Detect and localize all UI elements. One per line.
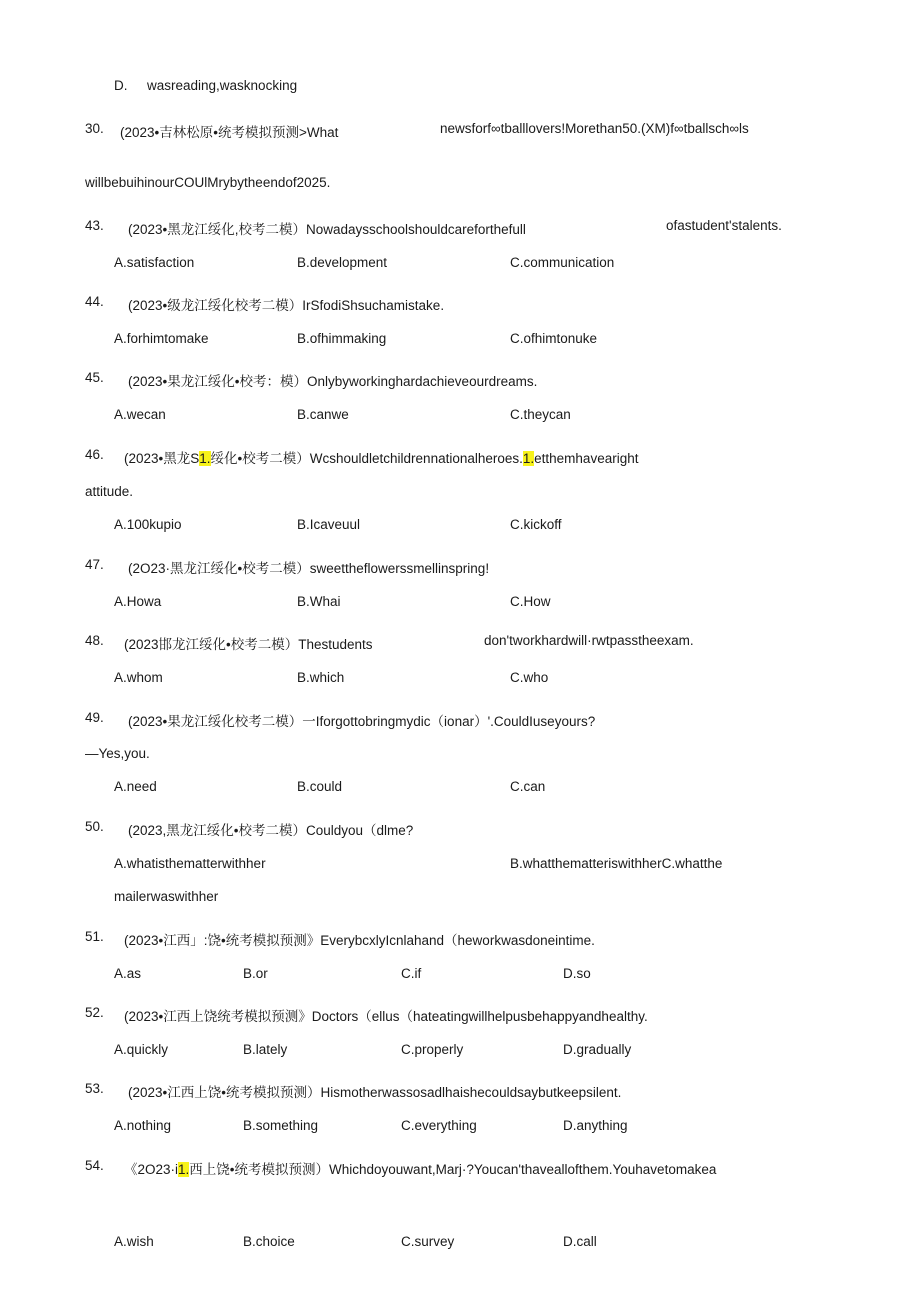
option-b: B.ofhimmaking xyxy=(297,331,387,346)
option-a: A.as xyxy=(114,966,142,981)
question-stem-line2: attitude. xyxy=(85,484,134,499)
stem-part: 绥化•校考二模）Wcshouldletchildrennationalheroes. xyxy=(210,451,523,466)
question-stem: (2023•江西上饶统考模拟预测》Doctors（ellus（hateatingwillhelpusbehappyandhealthy. xyxy=(124,1009,648,1024)
question-stem: newsforf∞tballlovers!Morethan50.(XM)f∞tballsch∞ls xyxy=(440,121,749,136)
highlight-mark: 1. xyxy=(522,451,535,466)
question-number: 51. xyxy=(85,929,104,944)
option-c: C.theycan xyxy=(510,407,571,422)
question-stem-end: ofastudent'stalents. xyxy=(666,218,782,233)
option-d-text: wasreading,wasknocking xyxy=(147,78,298,93)
question-stem-line2: —Yes,you. xyxy=(85,746,150,761)
question-number: 54. xyxy=(85,1158,104,1173)
question-stem xyxy=(124,1158,716,1178)
question-stem: (2023•黑龙江绥化,校考二模）Nowadaysschoolshouldcareforthefull xyxy=(128,222,526,237)
option-b: B.or xyxy=(243,966,268,981)
option-c: C.survey xyxy=(401,1234,455,1249)
option-a: A.Howa xyxy=(114,594,162,609)
highlight-mark: 1. xyxy=(178,1162,190,1177)
option-d: D.gradually xyxy=(563,1042,632,1057)
option-c: C.ofhimtonuke xyxy=(510,331,598,346)
question-stem: (2023•果龙江绥化校考二模）一Iforgottobringmydic（ionar）'.CouldIuseyours? xyxy=(128,714,596,729)
option-c: C.who xyxy=(510,670,549,685)
stem-part: (2023•黑龙S xyxy=(124,451,200,466)
option-a: A.wish xyxy=(114,1234,154,1249)
option-b: B.development xyxy=(297,255,388,270)
option-b: B.choice xyxy=(243,1234,295,1249)
stem-part: etthemhavearight xyxy=(534,451,639,466)
question-stem: (2O23·黑龙江绥化•校考二模）sweettheflowerssmellinspring! xyxy=(128,561,490,576)
question-number: 50. xyxy=(85,819,104,834)
option-b: B.which xyxy=(297,670,345,685)
option-b: B.whatthematteriswithherC.whatthe xyxy=(510,856,723,871)
question-stem: (2023•果龙江绥化•校考：模）Onlybyworkinghardachieveourdreams. xyxy=(128,374,538,389)
question-stem xyxy=(124,447,638,467)
option-a: A.100kupio xyxy=(114,517,182,532)
option-d-label: D. xyxy=(114,78,128,93)
question-source: (2023•吉林松原•统考模拟预测>What xyxy=(120,125,339,140)
question-stem-line2: willbebuihinourCOUlMrybytheendof2025. xyxy=(85,175,331,190)
option-d: D.so xyxy=(563,966,591,981)
option-c: C.communication xyxy=(510,255,615,270)
question-stem: (2023•级龙江绥化校考二模）IrSfodiShsuchamistake. xyxy=(128,298,445,313)
option-c: C.everything xyxy=(401,1118,477,1133)
highlight-mark: 1. xyxy=(199,451,211,466)
option-b: B.canwe xyxy=(297,407,349,422)
question-number: 30. xyxy=(85,121,104,136)
option-c: C.kickoff xyxy=(510,517,562,532)
option-c: C.if xyxy=(401,966,422,981)
question-stem: (2023,黑龙江绥化•校考二模）Couldyou（dlme? xyxy=(128,823,414,838)
stem-part: 西上饶•统考模拟预测）Whichdoyouwant,Marj·?Youcan'thaveallofthem.Youhavetomakea xyxy=(189,1162,717,1177)
question-number: 46. xyxy=(85,447,104,462)
option-c: C.How xyxy=(510,594,551,609)
question-number: 52. xyxy=(85,1005,104,1020)
question-number: 49. xyxy=(85,710,104,725)
option-b: B.could xyxy=(297,779,343,794)
option-a: A.satisfaction xyxy=(114,255,195,270)
option-c-continued: mailerwaswithher xyxy=(114,889,219,904)
option-a: A.forhimtomake xyxy=(114,331,209,346)
option-a: A.whom xyxy=(114,670,163,685)
option-d: D.anything xyxy=(563,1118,628,1133)
question-number: 48. xyxy=(85,633,104,648)
question-stem: (2023•江西上饶•统考模拟预测）Hismotherwassosadlhaishecouldsaybutkeepsilent. xyxy=(128,1085,622,1100)
question-number: 45. xyxy=(85,370,104,385)
option-b: B.something xyxy=(243,1118,319,1133)
question-stem: (2023•江西」:饶•统考模拟预测》EverybcxlyIcnlahand（heworkwasdoneintime. xyxy=(124,933,595,948)
option-c: C.properly xyxy=(401,1042,464,1057)
option-b: B.lately xyxy=(243,1042,288,1057)
question-number: 53. xyxy=(85,1081,104,1096)
option-d: D.call xyxy=(563,1234,597,1249)
question-number: 44. xyxy=(85,294,104,309)
option-a: A.need xyxy=(114,779,157,794)
option-b: B.Icaveuul xyxy=(297,517,361,532)
option-a: A.quickly xyxy=(114,1042,169,1057)
question-stem-end: don'tworkhardwill·rwtpasstheexam. xyxy=(484,633,694,648)
option-a: A.nothing xyxy=(114,1118,172,1133)
question-number: 43. xyxy=(85,218,104,233)
question-stem: (2023邯龙江绥化•校考二模）Thestudents xyxy=(124,637,373,652)
option-a: A.whatisthematterwithher xyxy=(114,856,266,871)
stem-part: 《2O23·i xyxy=(124,1162,179,1177)
question-number: 47. xyxy=(85,557,104,572)
option-c: C.can xyxy=(510,779,546,794)
option-b: B.Whai xyxy=(297,594,341,609)
option-a: A.wecan xyxy=(114,407,166,422)
